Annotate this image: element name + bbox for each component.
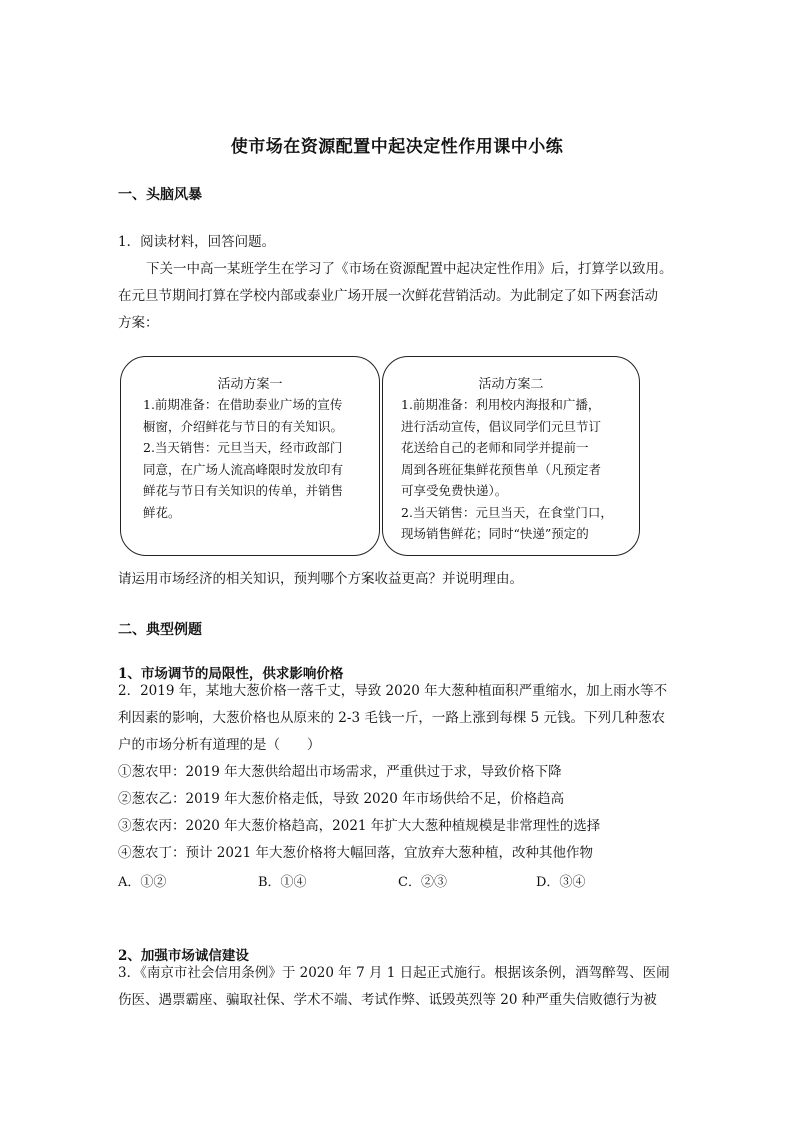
option-a: A．①②: [118, 875, 167, 890]
plan-two-line: 花送给自己的老师和同学并提前一: [401, 440, 589, 455]
plan-two-line: 进行活动宣传，倡议同学们元旦节订: [401, 418, 602, 434]
plan-two-line: 周到各班征集鲜花预售单（凡预定者: [401, 461, 602, 477]
plan-two-line: 现场销售鲜花；同时“快递”预定的: [401, 526, 589, 541]
plan-one-title: 活动方案一: [217, 377, 283, 392]
question-1-text-line-1: 下关一中高一某班学生在学习了《市场在资源配置中起决定性作用》后，打算学以致用。: [146, 261, 673, 277]
question-1-prompt: 1．阅读材料，回答问题。: [118, 234, 276, 250]
question-2-item: ③葱农丙：2020 年大葱价格趋高，2021 年扩大大葱种植规模是非常理性的选择: [118, 818, 601, 834]
subheading-market-regulation: 1、市场调节的局限性，供求影响价格: [118, 666, 344, 682]
question-3-line-2: 伤医、遇票霸座、骗取社保、学术不端、考试作弊、诋毁英烈等 20 种严重失信败德行为被: [118, 992, 657, 1008]
option-d: D．③④: [536, 875, 586, 890]
option-b: B．①④: [258, 875, 307, 890]
question-2-item: ①葱农甲：2019 年大葱供给超出市场需求，严重供过于求，导致价格下降: [118, 764, 562, 780]
question-2-line-3: 户的市场分析有道理的是（ ）: [118, 737, 321, 753]
plan-one-line: 2.当天销售：元旦当天，经市政部门: [143, 440, 343, 455]
question-3-line-1: 3．《南京市社会信用条例》于 2020 年 7 月 1 日起正式施行。根据该条例，酒驾醉驾、医闹: [118, 965, 670, 981]
question-2-item: ④葱农丁：预计 2021 年大葱价格将大幅回落，宜放弃大葱种植，改种其他作物: [118, 845, 593, 861]
plan-one-line: 橱窗，介绍鲜花与节日的有关知识。: [143, 418, 344, 434]
subheading-market-integrity: 2、加强市场诚信建设: [118, 948, 249, 964]
question-1-text-line-3: 方案：: [118, 315, 159, 331]
question-2-line-1: 2．2019 年，某地大葱价格一落千丈，导致 2020 年大葱种植面积严重缩水，加上雨水等不: [118, 683, 668, 699]
plan-two-line: 1.前期准备：利用校内海报和广播，: [401, 397, 601, 412]
plan-one-line: 同意，在广场人流高峰限时发放印有: [143, 461, 344, 477]
question-2-line-2: 利因素的影响，大葱价格也从原来的 2-3 毛钱一斤，一路上涨到每棵 5 元钱。下列几种葱农: [118, 710, 665, 726]
plan-two-line: 可享受免费快递）。: [401, 483, 508, 498]
plan-two-title: 活动方案二: [478, 377, 544, 392]
plan-one-line: 1.前期准备：在借助泰业广场的宣传: [143, 397, 343, 412]
section-heading-brainstorm: 一、头脑风暴: [118, 187, 202, 203]
plan-one-box: [120, 356, 380, 556]
plan-two-box: [382, 356, 640, 556]
section-heading-examples: 二、典型例题: [118, 622, 202, 638]
page-title: 使市场在资源配置中起决定性作用课中小练: [230, 137, 564, 157]
plan-two-line: 2.当天销售：元旦当天，在食堂门口，: [401, 504, 613, 520]
option-c: C．②③: [398, 875, 447, 890]
question-1-ask: 请运用市场经济的相关知识，预判哪个方案收益更高？并说明理由。: [118, 571, 523, 587]
question-1-text-line-2: 在元旦节期间打算在学校内部或泰业广场开展一次鲜花营销活动。为此制定了如下两套活动: [118, 288, 658, 304]
plan-one-line: 鲜花。: [143, 504, 181, 520]
question-2-item: ②葱农乙：2019 年大葱价格走低，导致 2020 年市场供给不足，价格趋高: [118, 791, 565, 807]
plan-one-line: 鲜花与节日有关知识的传单，并销售: [143, 483, 344, 498]
